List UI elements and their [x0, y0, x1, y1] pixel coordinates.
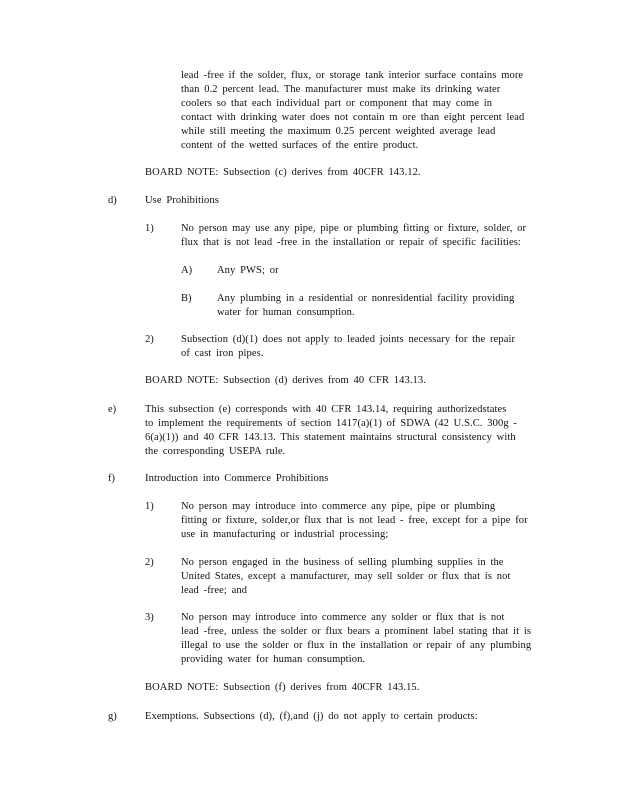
text-line: lead -free, unless the solder or flux bears a prominent label stating that it is	[181, 626, 532, 637]
text-line: flux that is not lead -free in the installation or repair of specific facilities:	[181, 237, 521, 248]
intro-line: while still meeting the maximum 0.25 percent weighted average lead	[181, 126, 496, 137]
intro-line: contact with drinking water does not contain m ore than eight percent lead	[181, 112, 525, 123]
text-line: the corresponding USEPA rule.	[145, 446, 286, 457]
text-line: United States, except a manufacturer, may sell solder or flux that is not	[181, 571, 511, 582]
text-line: of cast iron pipes.	[181, 348, 264, 359]
section-f-label: f)	[108, 473, 115, 484]
text-line: 6(a)(1)) and 40 CFR 143.13. This statement maintains structural consistency with	[145, 432, 516, 443]
section-d-subA-label: A)	[181, 265, 193, 276]
text-line: Any plumbing in a residential or nonresidential facility providing	[217, 293, 515, 304]
section-f-item2-text	[181, 556, 523, 598]
text-line: use in manufacturing or industrial processing;	[181, 529, 389, 540]
intro-line: than 0.2 percent lead. The manufacturer must make its drinking water	[181, 84, 501, 95]
section-d-item2-text	[181, 333, 531, 361]
intro-line: lead -free if the solder, flux, or storage tank interior surface contains more	[181, 70, 524, 81]
text-line: No person may introduce into commerce any pipe, pipe or plumbing	[181, 501, 496, 512]
text-line: lead -free; and	[181, 585, 248, 596]
section-e-text	[145, 403, 540, 459]
text-line: No person may use any pipe, pipe or plumbing fitting or fixture, solder, or	[181, 223, 527, 234]
board-note-d: BOARD NOTE: Subsection (d) derives from 40 CFR 143.13.	[145, 375, 426, 386]
intro-paragraph	[181, 69, 533, 153]
text-line: providing water for human consumption.	[181, 654, 366, 665]
text-line: to implement the requirements of section 1417(a)(1) of SDWA (42 U.S.C. 300g -	[145, 418, 518, 429]
section-d-subB-label: B)	[181, 293, 192, 304]
text-line: illegal to use the solder or flux in the installation or repair of any plumbing	[181, 640, 532, 651]
section-f-title: Introduction into Commerce Prohibitions	[145, 473, 329, 484]
intro-line: coolers so that each individual part or component that may come in	[181, 98, 493, 109]
section-d-item1-label: 1)	[145, 223, 154, 234]
section-g-label: g)	[108, 711, 117, 722]
text-line: fitting or fixture, solder,or flux that is not lead - free, except for a pipe for	[181, 515, 528, 526]
section-f-item2-label: 2)	[145, 557, 154, 568]
board-note-f: BOARD NOTE: Subsection (f) derives from 40CFR 143.15.	[145, 682, 420, 693]
section-f-item3-label: 3)	[145, 612, 154, 623]
section-f-item1-label: 1)	[145, 501, 154, 512]
text-line: No person may introduce into commerce any solder or flux that is not	[181, 612, 505, 623]
section-g-text: Exemptions. Subsections (d), (f),and (j) do not apply to certain products:	[145, 711, 478, 722]
section-d-title: Use Prohibitions	[145, 195, 219, 206]
section-d-label: d)	[108, 195, 117, 206]
section-d-item2-label: 2)	[145, 334, 154, 345]
text-line: This subsection (e) corresponds with 40 CFR 143.14, requiring authorizedstates	[145, 404, 507, 415]
board-note-c: BOARD NOTE: Subsection (c) derives from 40CFR 143.12.	[145, 167, 421, 178]
section-d-subA-text: Any PWS; or	[217, 265, 279, 276]
section-f-item1-text	[181, 500, 533, 542]
section-e-label: e)	[108, 404, 117, 415]
section-f-item3-text	[181, 611, 537, 667]
intro-line: content of the wetted surfaces of the entire product.	[181, 140, 419, 151]
section-d-item1-text	[181, 222, 537, 250]
text-line: Subsection (d)(1) does not apply to leaded joints necessary for the repair	[181, 334, 516, 345]
section-d-subB-text	[217, 292, 527, 320]
text-line: water for human consumption.	[217, 307, 355, 318]
text-line: No person engaged in the business of selling plumbing supplies in the	[181, 557, 504, 568]
